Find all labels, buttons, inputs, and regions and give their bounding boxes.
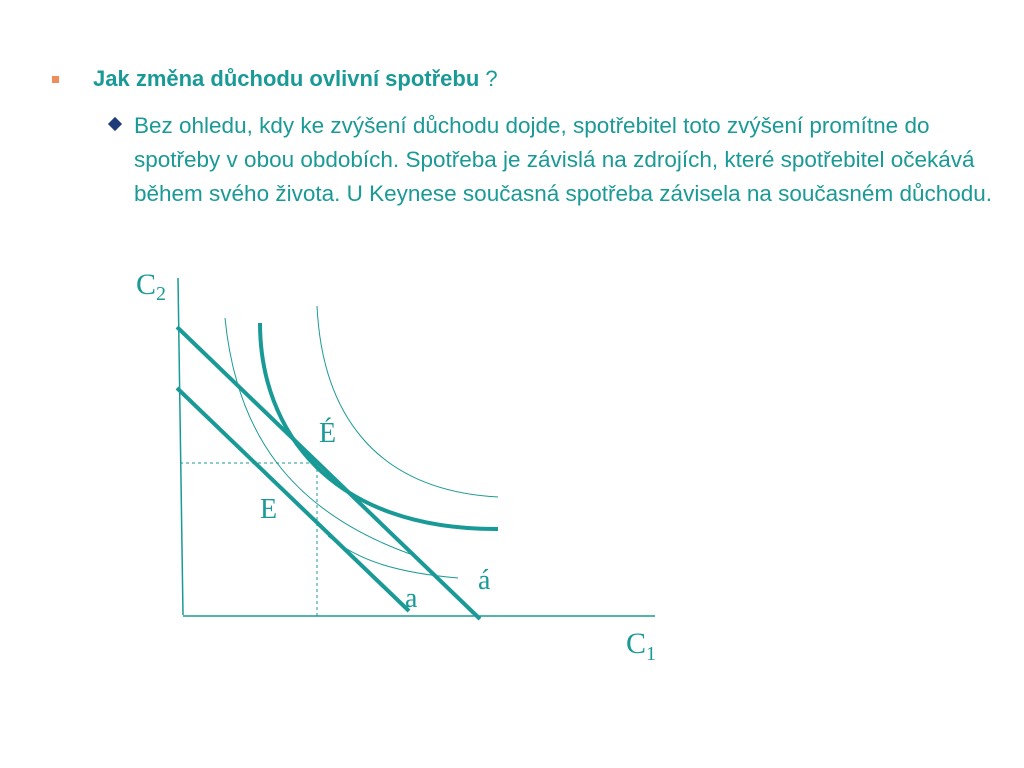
indifference-curve-inner-tail — [328, 536, 458, 578]
indifference-curve-main — [260, 323, 498, 529]
point-label-e-prime: É — [319, 418, 337, 449]
heading-bold: Jak změna důchodu ovlivní spotřebu — [93, 66, 480, 91]
heading-suffix: ? — [479, 66, 498, 91]
budget-line-new — [177, 327, 480, 619]
y-axis-label — [136, 268, 166, 305]
budget-label-a: a — [405, 583, 418, 614]
x-axis-label-main: C — [626, 627, 647, 660]
x-axis-label-subscript: 1 — [646, 643, 657, 665]
budget-label-a-prime: á — [478, 565, 491, 596]
body-text: Bez ohledu, kdy ke zvýšení důchodu dojde, spotřebitel toto zvýšení promítne do spotřeby v obou obdobích. Spotřeba je závislá na zdrojích, které spotřebitel očekává během svého života. U Keynese současná spotřeba závisela na současném důchodu. — [134, 113, 993, 206]
y-axis-label-main: C — [136, 268, 157, 301]
y-axis-label-subscript: 2 — [156, 283, 167, 305]
budget-line-old — [177, 388, 409, 611]
indifference-curve-outer — [317, 306, 498, 497]
x-axis-label — [626, 627, 656, 665]
point-label-e: E — [260, 494, 278, 525]
